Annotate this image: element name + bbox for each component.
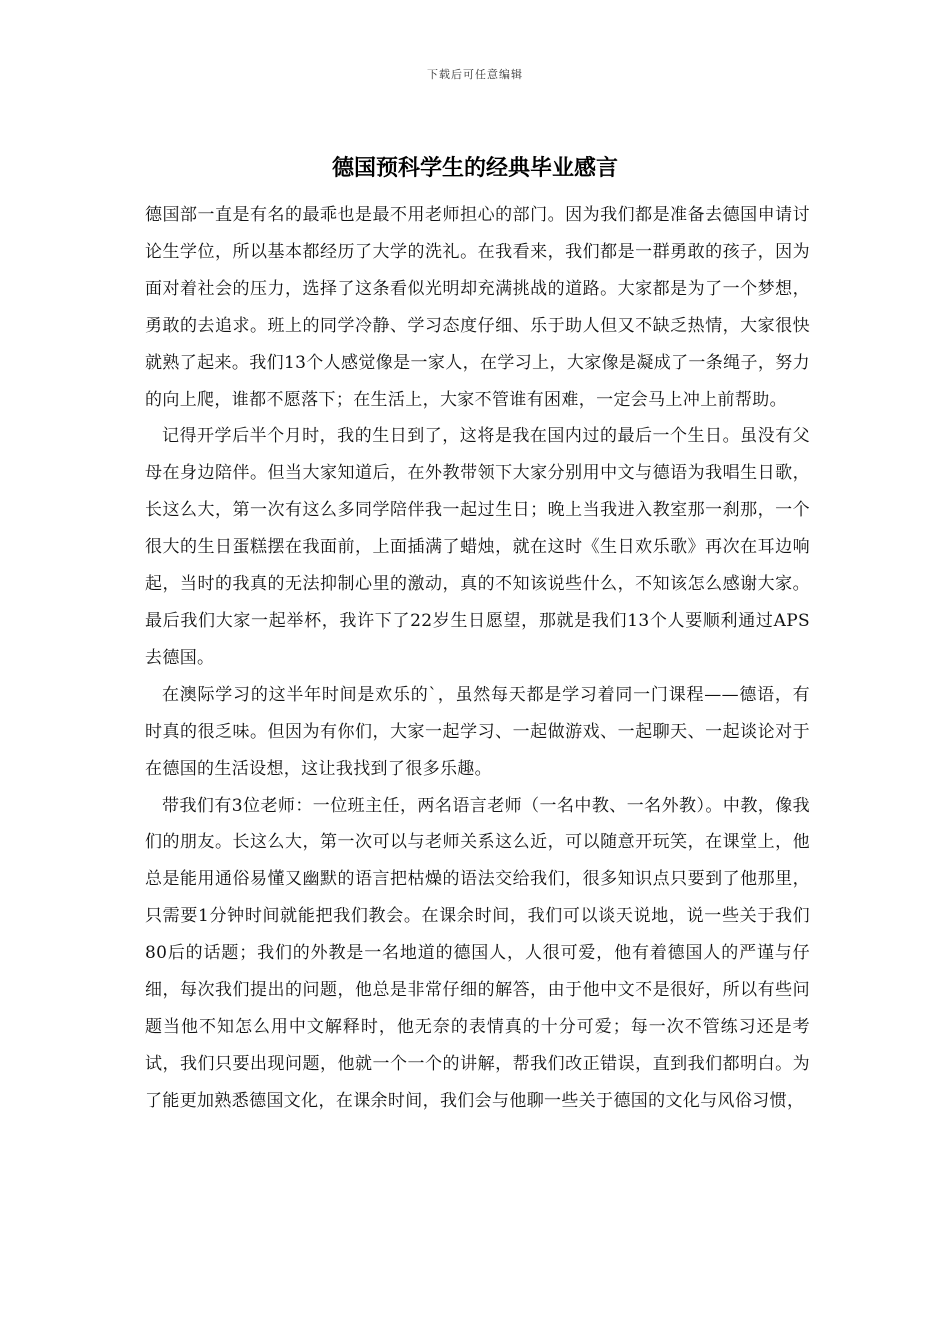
document-title: 德国预科学生的经典毕业感言 — [331, 156, 618, 181]
paragraph-teachers: 带我们有3位老师：一位班主任，两名语言老师（一名中教、一名外教）。中教，像我们的朋友。长这么大，第一次可以与老师关系这么近，可以随意开玩笑，在课堂上，他总是能用通俗易懂又幽默的语言把枯燥的语法交给我们，很多知识点只要到了他那里，只需要1分钟时间就能把我们教会。在课余时间，我们可以谈天说地，说一些关于我们80后的话题；我们的外教是一名地道的德国人，人很可爱，他有着德国人的严谨与仔细，每次我们提出的问题，他总是非常仔细的解答，由于他中文不是很好，所以有些问题当他不知怎么用中文解释时，他无奈的表情真的十分可爱；每一次不管练习还是考试，我们只要出现问题，他就一个一个的讲解，帮我们改正错误，直到我们都明白。为了能更加熟悉德国文化，在课余时间，我们会与他聊一些关于德国的文化与风俗习惯， — [145, 795, 810, 1111]
paragraph-birthday: 记得开学后半个月时，我的生日到了，这将是我在国内过的最后一个生日。虽没有父母在身边陪伴。但当大家知道后，在外教带领下大家分别用中文与德语为我唱生日歌，长这么大，第一次有这么多同学陪伴我一起过生日；晚上当我进入教室那一刹那，一个很大的生日蛋糕摆在我面前，上面插满了蜡烛，就在这时《生日欢乐歌》再次在耳边响起，当时的我真的无法抑制心里的激动，真的不知该说些什么，不知该怎么感谢大家。最后我们大家一起举杯，我许下了22岁生日愿望，那就是我们13个人要顺利通过APS去德国。 — [145, 426, 810, 668]
paragraph-study-time: 在澳际学习的这半年时间是欢乐的`，虽然每天都是学习着同一门课程——德语，有时真的很乏味。但因为有你们，大家一起学习、一起做游戏、一起聊天、一起谈论对于在德国的生活设想，这让我找到了很多乐趣。 — [145, 684, 810, 779]
document-body — [145, 197, 810, 1120]
header-note: 下载后可任意编辑 — [427, 68, 523, 81]
paragraph-intro: 德国部一直是有名的最乖也是最不用老师担心的部门。因为我们都是准备去德国申请讨论生学位，所以基本都经历了大学的洗礼。在我看来，我们都是一群勇敢的孩子，因为面对着社会的压力，选择了这条看似光明却充满挑战的道路。大家都是为了一个梦想，勇敢的去追求。班上的同学冷静、学习态度仔细、乐于助人但又不缺乏热情，大家很快就熟了起来。我们13个人感觉像是一家人，在学习上，大家像是凝成了一条绳子，努力的向上爬，谁都不愿落下；在生活上，大家不管谁有困难，一定会马上冲上前帮助。 — [145, 205, 810, 410]
